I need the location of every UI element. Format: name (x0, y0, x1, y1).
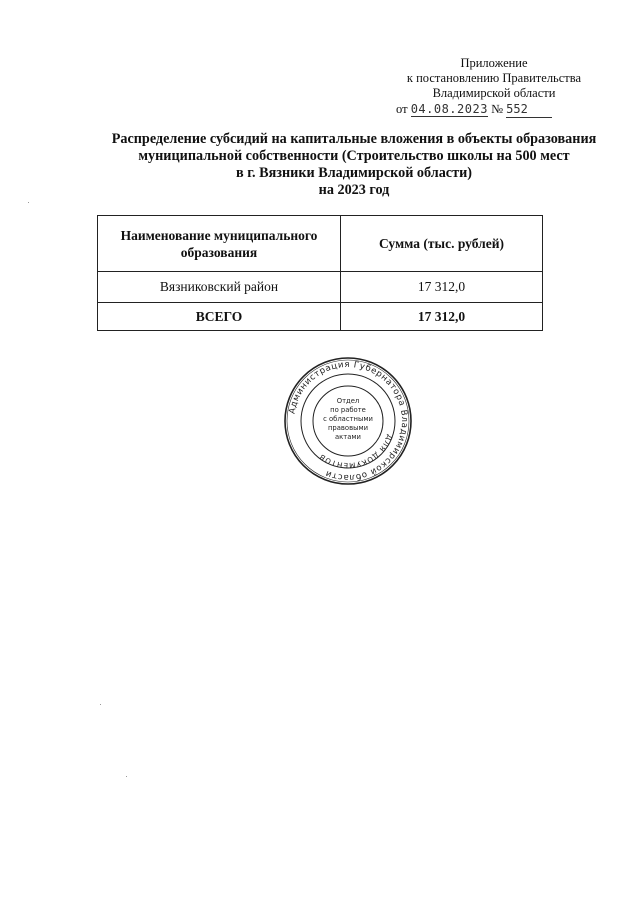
decree-date: 04.08.2023 (410, 102, 488, 116)
table-total-row (98, 303, 543, 331)
official-stamp (282, 355, 414, 487)
scan-speck (126, 776, 127, 777)
scan-speck (28, 202, 29, 203)
cell-municipality: Вязниковский район (98, 272, 341, 303)
appendix-label: Приложение (460, 56, 528, 70)
header-municipality: Наименование муниципального образования (98, 216, 341, 272)
subsidy-table (97, 215, 543, 331)
stamp-center-line-3: с областными (323, 415, 373, 423)
appendix-block (384, 56, 604, 118)
decree-number: 552 (506, 102, 552, 118)
appendix-region: Владимирской области (432, 86, 556, 100)
title-line-3: в г. Вязники Владимирской области) (236, 165, 472, 181)
stamp-seal-graphic (282, 355, 414, 487)
table-header-row (98, 216, 543, 272)
decree-reference (384, 102, 604, 118)
number-prefix: № (491, 102, 503, 116)
total-amount: 17 312,0 (341, 303, 543, 331)
total-label: ВСЕГО (98, 303, 341, 331)
stamp-center-text (323, 397, 373, 441)
stamp-center-line-5: актами (335, 433, 361, 441)
table-row (98, 272, 543, 303)
title-line-2: муниципальной собственности (Строительство школы на 500 мест (138, 148, 570, 164)
header-amount: Сумма (тыс. рублей) (341, 216, 543, 272)
title-line-4: на 2023 год (318, 182, 390, 198)
stamp-outer-text: Администрация Губернатора Владимирской области (287, 359, 410, 483)
date-prefix: от (396, 102, 408, 116)
document-title (94, 131, 614, 199)
appendix-decree: к постановлению Правительства (406, 71, 582, 85)
cell-amount: 17 312,0 (341, 272, 543, 303)
scan-speck (100, 704, 101, 705)
stamp-inner-ring-text: ДЛЯ ДОКУМЕНТОВ (317, 433, 395, 471)
stamp-center-line-1: Отдел (336, 397, 360, 405)
title-line-1: Распределение субсидий на капитальные вложения в объекты образования (111, 131, 597, 147)
stamp-center-line-4: правовыми (327, 424, 369, 432)
stamp-center-line-2: по работе (330, 406, 366, 414)
